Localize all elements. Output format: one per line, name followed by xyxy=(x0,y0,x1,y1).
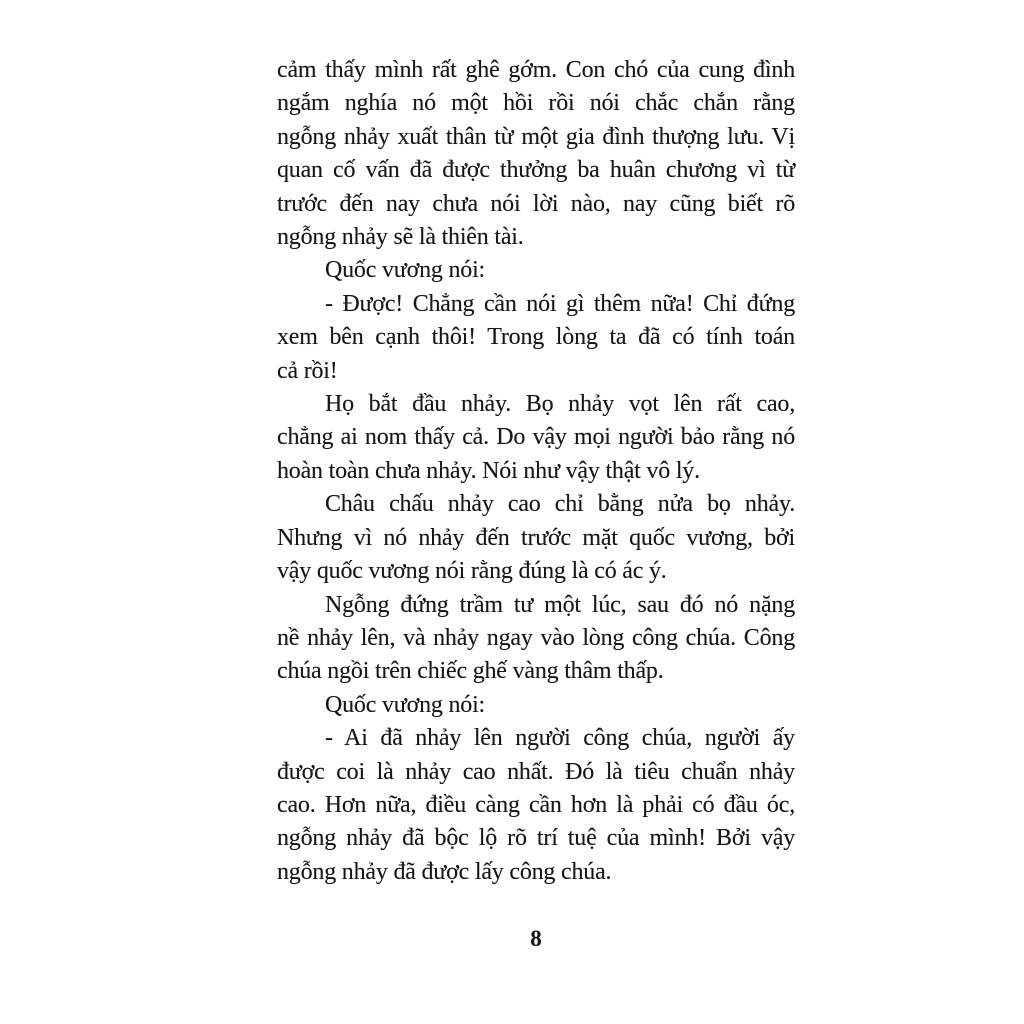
text-line: vậy quốc vương nói rằng đúng là có ác ý. xyxy=(277,558,667,585)
text-line: cao. Hơn nữa, điều càng cần hơn là phải có đầu óc, xyxy=(277,791,795,818)
text-line: hoàn toàn chưa nhảy. Nói như vậy thật vô lý. xyxy=(277,457,700,484)
text-line: quan cố vấn đã được thưởng ba huân chương vì từ xyxy=(277,157,795,184)
text-line: cả rồi! xyxy=(277,357,338,384)
text-line: ngắm nghía nó một hồi rồi nói chắc chắn rằng xyxy=(277,90,795,117)
text-line: chúa ngồi trên chiếc ghế vàng thâm thấp. xyxy=(277,658,664,685)
text-line: Ngỗng đứng trầm tư một lúc, sau đó nó nặng xyxy=(325,591,795,618)
text-line: - Được! Chẳng cần nói gì thêm nữa! Chỉ đứng xyxy=(325,290,795,317)
text-line: - Ai đã nhảy lên người công chúa, người ấy xyxy=(325,725,795,752)
text-line: Quốc vương nói: xyxy=(325,691,486,718)
text-line: Họ bắt đầu nhảy. Bọ nhảy vọt lên rất cao, xyxy=(325,391,795,418)
text-line: ngỗng nhảy sẽ là thiên tài. xyxy=(277,224,524,251)
text-line: Quốc vương nói: xyxy=(325,257,486,284)
text-line: cảm thấy mình rất ghê gớm. Con chó của cung đình xyxy=(277,57,795,83)
text-line: chẳng ai nom thấy cả. Do vậy mọi người bảo rằng nó xyxy=(277,424,795,451)
text-line: được coi là nhảy cao nhất. Đó là tiêu chuẩn nhảy xyxy=(277,758,795,785)
text-line: Nhưng vì nó nhảy đến trước mặt quốc vương, bởi xyxy=(277,524,795,551)
page-number: 8 xyxy=(530,926,542,951)
text-line: trước đến nay chưa nói lời nào, nay cũng biết rõ xyxy=(277,190,795,217)
text-line: ngỗng nhảy đã bộc lộ rõ trí tuệ của mình! Bởi vậy xyxy=(277,825,795,852)
text-line: ngỗng nhảy đã được lấy công chúa. xyxy=(277,858,612,885)
text-line: ngỗng nhảy xuất thân từ một gia đình thượng lưu. Vị xyxy=(277,123,795,150)
text-line: xem bên cạnh thôi! Trong lòng ta đã có tính toán xyxy=(277,324,795,351)
text-line: Châu chấu nhảy cao chỉ bằng nửa bọ nhảy. xyxy=(325,491,795,518)
page-text xyxy=(277,54,795,889)
text-line: nề nhảy lên, và nhảy ngay vào lòng công chúa. Công xyxy=(277,624,795,651)
